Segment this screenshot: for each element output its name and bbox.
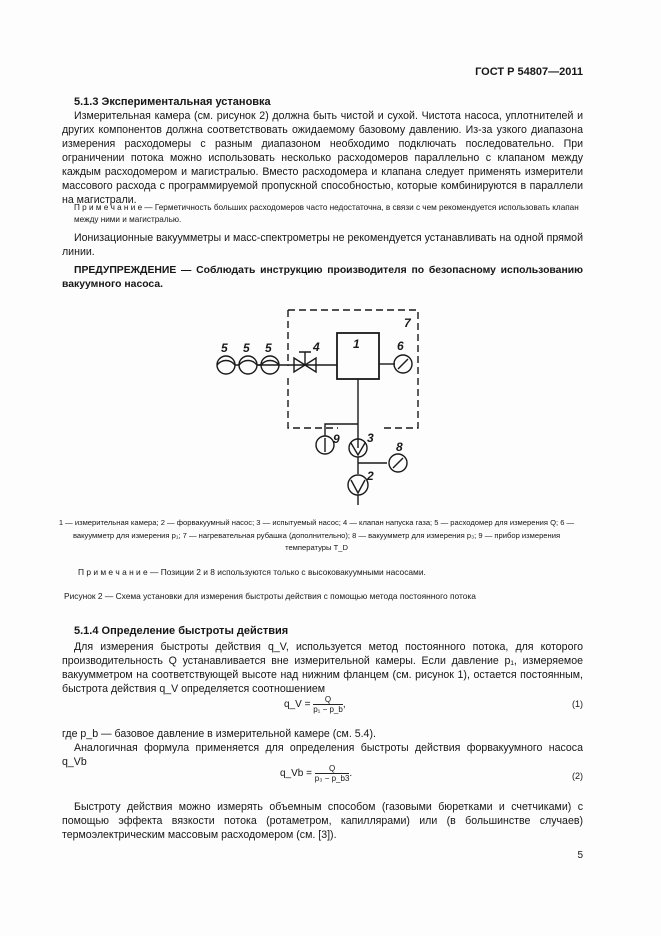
- label-thermo: 9: [333, 432, 340, 446]
- paragraph-speed-text: Для измерения быстроты действия q_V, используется метод постоянного потока, для которого производительность Q устанавливается вне измерительной камеры. Если давление p₁, измеряемое вакуумметром на соответствующей высоте над нижним фланцем (см. рисунок 1), остается постоянным, быстрота действия q_V определяется соотношением: [62, 641, 583, 695]
- label-flowmeter-2: 5: [243, 341, 250, 355]
- label-jacket: 7: [404, 316, 411, 330]
- section-heading-514: 5.1.4 Определение быстроты действия: [74, 625, 289, 637]
- eq1-lhs: q_V =: [284, 699, 311, 711]
- equation-2-number: (2): [572, 771, 583, 781]
- page-number: 5: [577, 850, 583, 861]
- eq2-lhs: q_Vb =: [280, 768, 312, 780]
- eq2-fraction: [314, 764, 353, 783]
- label-gauge-8: 8: [396, 440, 403, 454]
- eq1-fraction: [313, 695, 343, 714]
- section-heading-513: 5.1.3 Экспериментальная установка: [74, 96, 271, 108]
- paragraph-methods: [62, 800, 583, 842]
- paragraph-speed: [62, 640, 583, 696]
- flowmeter-2: [239, 356, 257, 374]
- paragraph-gauges: [62, 231, 583, 259]
- paragraph-fore-pump-text: Аналогичная формула применяется для определения быстроты действия форвакуумного насоса q_Vb: [62, 742, 583, 768]
- label-test-pump: 3: [367, 431, 374, 445]
- eq1-num: Q: [313, 695, 343, 705]
- label-fore-pump: 2: [367, 469, 374, 483]
- label-chamber: 1: [353, 337, 360, 351]
- paragraph-gauges-text: Ионизационные вакуумметры и масс-спектрометры не рекомендуется устанавливать на одной прямой линии.: [62, 232, 583, 258]
- flowmeter-1: [217, 356, 235, 374]
- figure-caption: Рисунок 2 — Схема установки для измерения быстроты действия с помощью метода постоянного потока: [64, 591, 476, 601]
- equation-1-number: (1): [572, 699, 583, 709]
- paragraph-setup-text: Измерительная камера (см. рисунок 2) должна быть чистой и сухой. Чистота насоса, уплотнителей и других компонентов должна соответствовать ожидаемому базовому давлению. Из-за узкого диапазона измерения расходомеры с разным диапазоном необходимо подключать последовательно. При ограничении потока можно использовать несколько расходомеров параллельно с клапаном между каждым расходомером и магистралью. Вместо расходомера и клапана следует применять измерители массового расхода с программируемой пропускной способностью, которые комбинируются в параллели на магистрали.: [62, 110, 583, 206]
- paragraph-setup: [62, 109, 583, 207]
- eq1-den: p₁ − p_b: [313, 705, 343, 714]
- label-flowmeter-3: 5: [265, 341, 272, 355]
- where-text: где p_b — базовое давление в измерительной камере (см. 5.4).: [62, 728, 376, 740]
- eq2-den: p₃ − p_b3: [314, 774, 350, 783]
- note-flowmeters: П р и м е ч а н и е — Герметичность больших расходомеров часто недостаточна, в связи с чем рекомендуется использовать клапан между ними и магистралью.: [74, 203, 579, 224]
- equation-1: [284, 695, 346, 714]
- warning-text: ПРЕДУПРЕЖДЕНИЕ — Соблюдать инструкцию производителя по безопасному использованию вакуумного насоса.: [62, 265, 583, 290]
- label-valve: 4: [313, 340, 320, 354]
- label-flowmeter-1: 5: [221, 341, 228, 355]
- document-header: ГОСТ Р 54807—2011: [475, 66, 583, 78]
- eq2-num: Q: [315, 764, 350, 774]
- eq1-tail: ,: [342, 699, 346, 711]
- figure-legend: 1 — измерительная камера; 2 — форвакуумный насос; 3 — испытуемый насос; 4 — клапан напуска газа; 5 — расходомер для измерения Q; 6 — вакуумметр для измерения p₁; 7 — нагревательная рубашка (дополнительно); 8 — вакуумметр для измерения p₃; 9 — прибор измерения температуры T_D: [58, 518, 575, 552]
- equation-2: [280, 764, 352, 783]
- figure-2-schematic: [0, 300, 661, 510]
- label-gauge-6: 6: [397, 339, 404, 353]
- figure-note: П р и м е ч а н и е — Позиции 2 и 8 используются только с высоковакуумными насосами.: [78, 567, 426, 577]
- eq2-tail: .: [349, 768, 353, 780]
- paragraph-methods-text: Быстроту действия можно измерять объемным способом (газовыми бюретками и счетчиками) с помощью эффекта вязкости потока (ротаметром, капиллярами) или (в большинстве случаев) термоэлектрическим массовым расходомером (см. [3]).: [62, 801, 583, 841]
